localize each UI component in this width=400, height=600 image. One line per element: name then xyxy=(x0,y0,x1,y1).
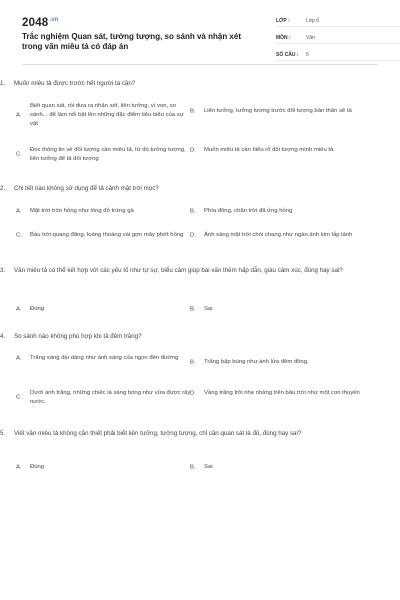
option-a[interactable] xyxy=(16,463,191,472)
option-letter: D. xyxy=(190,147,196,153)
option-letter: D. xyxy=(190,390,196,396)
class-label: LỚP : xyxy=(276,18,290,24)
option-text: Trăng bập bùng như ánh lửa đêm đông. xyxy=(204,359,309,365)
meta-row-subject xyxy=(276,33,400,44)
logo-text: 2048 xyxy=(22,17,49,29)
subject-label: MÔN : xyxy=(276,35,291,41)
question-count-label: SỐ CÂU : xyxy=(276,52,299,58)
meta-row-class xyxy=(276,16,400,27)
option-text: Dưới ánh trăng, những chiếc lá sáng bóng như vừa được rảy nước. xyxy=(30,390,191,405)
option-c[interactable] xyxy=(16,389,191,407)
question-body: Muốn miêu tả được trước hết người ta cần? xyxy=(14,80,136,87)
question-body: Chi tiết nào không sử dụng để tả cảnh mặt trời mọc? xyxy=(14,185,159,192)
option-b[interactable] xyxy=(190,358,365,367)
option-letter: C. xyxy=(16,232,22,238)
option-text: Biết quan sát, rồi đưa ra nhận xét, liên tưởng, ví von, so sánh... để làm nổi bật lên những đặc điểm tiêu biểu của sự vật xyxy=(30,103,184,127)
question-text xyxy=(0,428,356,439)
logo-suffix: .vn xyxy=(49,17,59,23)
option-letter: B. xyxy=(190,464,196,470)
option-letter: B. xyxy=(190,208,196,214)
option-text: Vầng trăng trôi nhẹ nhàng trên bầu trời như một con thuyền xyxy=(204,390,360,396)
class-value: Lớp 6 xyxy=(306,18,320,24)
option-d[interactable] xyxy=(190,389,365,398)
quiz-meta xyxy=(276,16,400,67)
option-b[interactable] xyxy=(190,107,365,116)
question-number: 3. xyxy=(0,267,6,274)
option-letter: B. xyxy=(190,306,196,312)
option-text: Đúng xyxy=(30,464,45,470)
question-number: 1. xyxy=(0,80,6,87)
option-a[interactable] xyxy=(16,305,191,314)
option-b[interactable] xyxy=(190,305,365,314)
option-d[interactable] xyxy=(190,146,365,155)
question-body: Viết văn miêu tả không cần thiết phải biết liên tưởng, tưởng tượng, chỉ cần quan sát là đủ, đúng hay sai? xyxy=(14,430,302,437)
option-text: Sai xyxy=(204,464,213,470)
option-text: Đọc thông tin về đối tượng cần miêu tả, từ đó tưởng tượng, liên tưởng để tả đối tượng xyxy=(30,147,186,162)
option-a[interactable] xyxy=(16,354,191,363)
option-text: Liên tưởng, tưởng tượng trước đối tượng bản thân sẽ tả xyxy=(204,108,352,114)
option-c[interactable] xyxy=(16,146,191,164)
option-text: Mặt trời tròn hồng như lòng đỏ trứng gà xyxy=(30,208,134,214)
option-letter: B. xyxy=(190,359,196,365)
question-number: 4. xyxy=(0,333,6,340)
question-number: 2. xyxy=(0,185,6,192)
option-letter: A. xyxy=(16,306,22,312)
question-body: Văn miêu tả có thể kết hợp với các yếu tố như tự sự, biểu cảm giúp bài văn thêm hấp dẫn, giàu cảm xúc, đúng hay sai? xyxy=(14,267,343,274)
question-count-value: 5 xyxy=(306,52,309,58)
option-letter: A. xyxy=(16,208,22,214)
question-text xyxy=(0,78,356,89)
option-letter: B. xyxy=(190,108,196,114)
option-letter: A. xyxy=(16,464,22,470)
option-letter: A. xyxy=(16,112,22,118)
option-b[interactable] xyxy=(190,463,365,472)
option-a[interactable] xyxy=(16,102,191,129)
page-header xyxy=(22,0,378,66)
page-title: Trắc nghiệm Quan sát, tưởng tượng, so sánh và nhận xét trong văn miêu tả có đáp án xyxy=(22,32,241,51)
meta-row-count xyxy=(276,50,400,61)
option-letter: C. xyxy=(16,394,22,401)
site-logo[interactable] xyxy=(22,17,59,29)
header-divider xyxy=(22,64,378,65)
option-letter: C. xyxy=(16,151,22,158)
option-letter: D. xyxy=(190,232,196,238)
option-text: Trăng sáng dịu dàng như ánh sáng của ngọn đèn đường xyxy=(30,355,179,361)
question-text xyxy=(0,265,356,276)
question-number: 5. xyxy=(0,430,6,437)
option-text: Sai xyxy=(204,306,213,312)
question-text xyxy=(0,331,356,342)
option-text: Bầu trời quang đãng, loáng thoáng vài gợn mây phớt hồng xyxy=(30,232,184,238)
option-text: Muốn miêu tả cần hiểu rõ đối tượng mình miêu tả xyxy=(204,147,334,153)
option-letter: A. xyxy=(16,355,22,361)
option-a[interactable] xyxy=(16,207,191,216)
question-body: So sánh nào không phù hợp khi tả đêm trăng? xyxy=(14,333,142,340)
option-d[interactable] xyxy=(190,231,365,240)
question-text xyxy=(0,183,356,194)
option-text: Phía đông, chân trời đã ửng hồng xyxy=(204,208,293,214)
option-b[interactable] xyxy=(190,207,365,216)
subject-value: Văn xyxy=(306,35,315,41)
option-text: Ánh sáng mặt trời chói chang như ngàn ánh kim lấp lánh xyxy=(204,232,353,238)
option-c[interactable] xyxy=(16,231,191,240)
option-text: Đúng xyxy=(30,306,45,312)
